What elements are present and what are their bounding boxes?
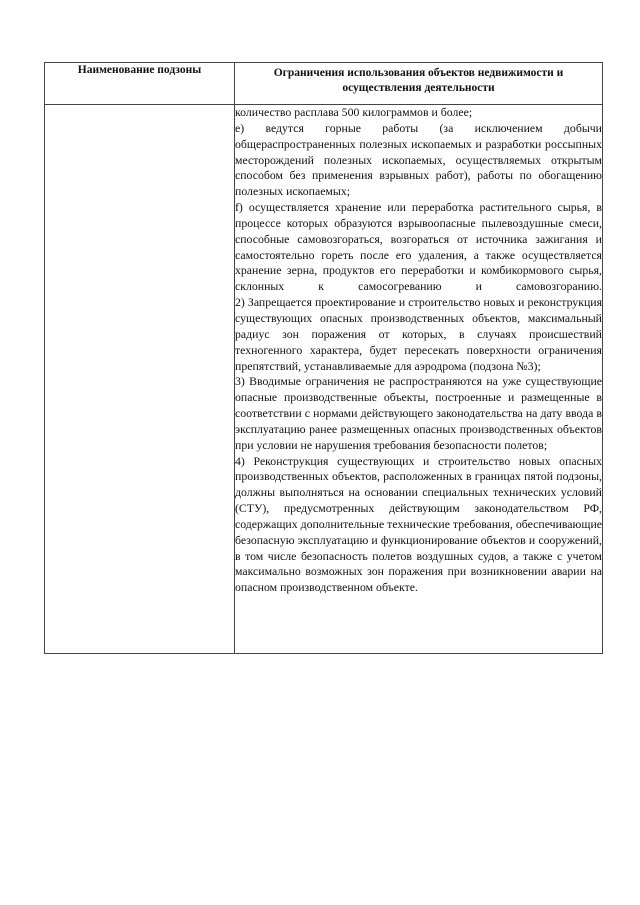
restrictions-table: [44, 62, 603, 654]
restriction-paragraph-2: 2) Запрещается проектирование и строительство новых и реконструкция существующих опасных производственных объектов, максимальный радиус зон поражения от которых, в случаях происшествий техногенного характера, будет пересекать поверхности ограничения препятствий, устанавливаемые для аэродрома (подзона №3);: [235, 295, 602, 373]
table-header-row: [45, 63, 603, 105]
restrictions-cell: [235, 105, 603, 654]
header-restrictions: Ограничения использования объектов недвижимости и осуществления деятельности: [235, 63, 603, 105]
restriction-paragraph-3: 3) Вводимые ограничения не распространяются на уже существующие опасные производственные объекты, построенные и размещенные в соответствии с нормами действующего законодательства на дату ввода в эксплуатацию ранее размещенных опасных производственных объектов при условии не нарушения требования безопасности полетов;: [235, 374, 602, 452]
restriction-paragraph-f: f) осуществляется хранение или переработка растительного сырья, в процессе которых образуются взрывоопасные пылевоздушные смеси, способные самовозгораться, возгораться от источника зажигания и самостоятельно гореть после его удаления, а также осуществляется хранение зерна, продуктов его переработки и комбикормового сырья, склонных к самосогреванию и самовозгоранию.: [235, 200, 602, 294]
restriction-paragraph-continuation: количество расплава 500 килограммов и более;: [235, 105, 473, 119]
restriction-paragraph-4: 4) Реконструкция существующих и строительство новых опасных производственных объектов, расположенных в границах пятой подзоны, должны выполняться на основании специальных технических условий (СТУ), предусмотренных действующим законодательством РФ, содержащих дополнительные технические требования, обеспечивающие безопасную эксплуатацию и функционирование объектов и сооружений, в том числе безопасность полетов воздушных судов, а также с учетом максимально возможных зон поражения при возникновении аварии на опасном производственном объекте.: [235, 453, 602, 595]
table-row: [45, 105, 603, 654]
header-subzone-name: Наименование подзоны: [45, 63, 235, 105]
subzone-name-cell: [45, 105, 235, 654]
restriction-paragraph-e: e) ведутся горные работы (за исключением добычи общераспространенных полезных ископаемых и разработки россыпных месторождений полезных ископаемых, осуществляемых открытым способом без применения взрывных работ), работы по обогащению полезных ископаемых;: [235, 120, 602, 199]
